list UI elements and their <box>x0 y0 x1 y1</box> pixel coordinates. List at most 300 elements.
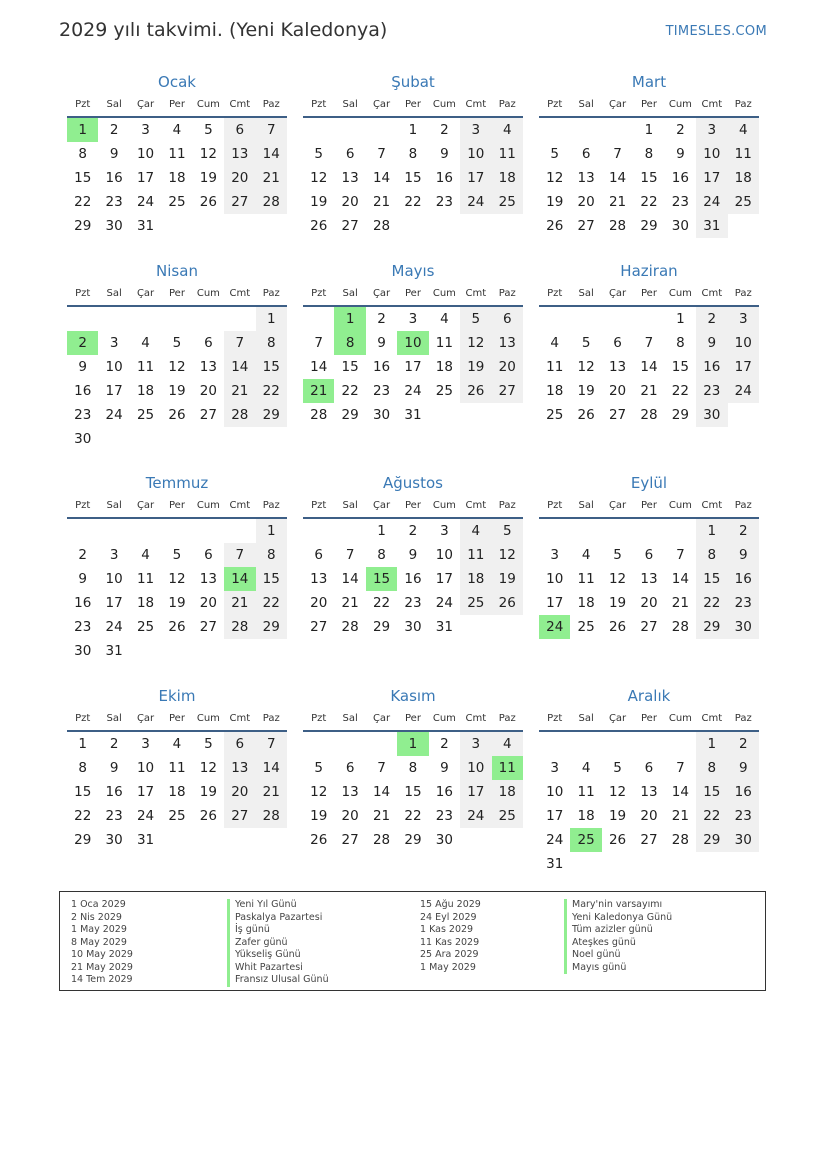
week-row <box>303 756 523 780</box>
week-row <box>303 190 523 214</box>
day-cell: 27 <box>608 407 627 423</box>
weekday-label: Per <box>405 287 421 299</box>
day-cell: 11 <box>577 571 595 587</box>
weekday-label: Paz <box>262 499 280 511</box>
day-cell: 12 <box>310 170 328 186</box>
week-row <box>303 331 523 355</box>
empty-cell <box>539 732 570 756</box>
legend-holiday-name: Fransız Ulusal Günü <box>227 974 329 987</box>
day-cell: 8 <box>256 331 287 355</box>
day-cell: 6 <box>224 732 255 756</box>
week-row <box>303 591 523 615</box>
day-cell: 15 <box>256 355 287 379</box>
day-cell: 9 <box>676 146 685 162</box>
day-cell: 30 <box>404 619 422 635</box>
day-cell: 7 <box>676 760 685 776</box>
weekday-label: Pzt <box>75 712 91 724</box>
legend-date: 21 May 2029 <box>71 961 133 973</box>
empty-cell <box>334 732 365 756</box>
week-row <box>67 780 287 804</box>
month-name: Mart <box>631 73 667 91</box>
holiday-day: 15 <box>366 567 397 591</box>
day-cell: 29 <box>341 407 359 423</box>
day-cell: 24 <box>105 619 123 635</box>
day-cell: 31 <box>136 832 155 848</box>
legend-date: 14 Tem 2029 <box>71 974 133 985</box>
weekday-label: Paz <box>734 499 752 511</box>
day-cell: 23 <box>435 808 453 824</box>
day-cell: 5 <box>581 335 591 351</box>
empty-cell <box>130 427 161 451</box>
day-cell: 21 <box>224 591 255 615</box>
holiday-day: 1 <box>67 118 98 142</box>
day-cell: 14 <box>256 142 287 166</box>
empty-cell <box>67 307 98 331</box>
day-cell: 5 <box>172 547 182 563</box>
day-cell: 25 <box>728 190 759 214</box>
weekday-label: Çar <box>136 287 155 299</box>
empty-cell <box>161 828 192 852</box>
day-cell: 24 <box>696 190 727 214</box>
day-cell: 13 <box>492 331 523 355</box>
day-cell: 8 <box>78 760 87 776</box>
day-cell: 18 <box>136 383 155 399</box>
weekday-label: Sal <box>342 98 358 110</box>
day-cell: 31 <box>546 856 564 872</box>
weekday-label: Pzt <box>311 98 327 110</box>
day-cell: 29 <box>74 218 92 234</box>
day-cell: 30 <box>105 218 123 234</box>
month-4 <box>67 261 287 451</box>
day-cell: 18 <box>492 780 523 804</box>
weekday-label: Cum <box>432 499 456 511</box>
empty-cell <box>429 403 460 427</box>
day-cell: 17 <box>435 571 453 587</box>
weekday-label: Paz <box>498 499 516 511</box>
day-cell: 31 <box>435 619 453 635</box>
legend-date: 15 Ağu 2029 <box>420 899 481 910</box>
page-title: 2029 yılı takvimi. (Yeni Kaledonya) <box>59 19 388 41</box>
day-cell: 30 <box>105 832 123 848</box>
weekday-label: Paz <box>498 287 516 299</box>
day-cell: 24 <box>105 407 123 423</box>
day-cell: 7 <box>377 146 386 162</box>
day-cell: 16 <box>671 170 689 186</box>
empty-cell <box>161 307 192 331</box>
empty-cell <box>161 427 192 451</box>
day-cell: 21 <box>224 379 255 403</box>
day-cell: 26 <box>492 591 523 615</box>
day-cell: 14 <box>608 170 627 186</box>
weekday-label: Cum <box>668 499 692 511</box>
week-row <box>303 732 523 756</box>
day-cell: 14 <box>224 355 255 379</box>
day-cell: 27 <box>224 804 255 828</box>
day-cell: 29 <box>404 832 422 848</box>
day-cell: 22 <box>696 804 727 828</box>
weekday-header <box>67 92 287 118</box>
day-cell: 17 <box>728 355 759 379</box>
week-row <box>303 307 523 331</box>
weekday-label: Sal <box>342 287 358 299</box>
day-cell: 19 <box>460 355 491 379</box>
empty-cell <box>161 519 192 543</box>
day-cell: 27 <box>341 832 359 848</box>
day-cell: 30 <box>435 832 453 848</box>
day-cell: 16 <box>74 595 92 611</box>
day-cell: 9 <box>109 146 119 162</box>
empty-cell <box>130 519 161 543</box>
day-cell: 3 <box>460 118 491 142</box>
legend-holiday-name: Mary'nin varsayımı <box>564 899 672 912</box>
weekday-label: Cmt <box>229 98 251 110</box>
day-cell: 14 <box>310 359 328 375</box>
empty-cell <box>633 732 664 756</box>
day-cell: 12 <box>310 784 328 800</box>
day-cell: 31 <box>105 643 123 659</box>
empty-cell <box>633 519 664 543</box>
day-cell: 9 <box>440 760 449 776</box>
legend-names-1 <box>227 899 329 987</box>
weekday-label: Sal <box>578 287 594 299</box>
day-cell: 5 <box>613 547 622 563</box>
empty-cell <box>67 519 98 543</box>
day-cell: 16 <box>696 355 727 379</box>
day-cell: 28 <box>341 619 359 635</box>
weekday-label: Sal <box>106 287 122 299</box>
day-cell: 8 <box>696 756 727 780</box>
day-cell: 30 <box>671 218 689 234</box>
weekday-label: Çar <box>136 712 155 724</box>
month-10 <box>67 686 287 852</box>
holiday-day: 11 <box>492 756 523 780</box>
day-cell: 8 <box>644 146 654 162</box>
weekday-header <box>303 281 523 307</box>
day-cell: 20 <box>224 780 255 804</box>
day-cell: 22 <box>256 379 287 403</box>
day-cell: 4 <box>440 311 449 327</box>
week-row <box>303 519 523 543</box>
day-cell: 12 <box>199 760 217 776</box>
weekday-label: Cum <box>668 712 692 724</box>
legend-holiday-name: Mayıs günü <box>564 962 672 975</box>
day-cell: 26 <box>577 407 595 423</box>
day-cell: 8 <box>377 547 386 563</box>
week-row <box>539 166 759 190</box>
day-cell: 26 <box>199 194 217 210</box>
weekday-label: Cum <box>432 712 456 724</box>
empty-cell <box>224 307 255 331</box>
day-cell: 21 <box>671 595 689 611</box>
day-cell: 16 <box>435 784 453 800</box>
empty-cell <box>193 519 224 543</box>
weekday-label: Sal <box>106 712 122 724</box>
week-row <box>303 214 523 238</box>
day-cell: 9 <box>440 146 449 162</box>
day-cell: 3 <box>550 760 559 776</box>
holiday-day: 1 <box>397 732 428 756</box>
empty-cell <box>256 828 287 852</box>
week-row <box>539 403 759 427</box>
day-cell: 1 <box>696 732 727 756</box>
day-cell: 14 <box>256 756 287 780</box>
empty-cell <box>193 214 224 238</box>
day-cell: 13 <box>608 359 627 375</box>
empty-cell <box>539 307 570 331</box>
day-cell: 26 <box>608 619 627 635</box>
day-cell: 2 <box>696 307 727 331</box>
month-3 <box>539 72 759 238</box>
day-cell: 12 <box>608 571 627 587</box>
legend-holiday-name: Yeni Yıl Günü <box>227 899 329 912</box>
legend-date: 25 Ara 2029 <box>420 949 479 960</box>
empty-cell <box>570 118 601 142</box>
day-cell: 24 <box>136 808 155 824</box>
empty-cell <box>303 118 334 142</box>
day-cell: 9 <box>728 756 759 780</box>
day-cell: 2 <box>728 519 759 543</box>
week-row <box>67 331 287 355</box>
day-cell: 6 <box>204 547 213 563</box>
day-cell: 18 <box>728 166 759 190</box>
empty-cell <box>334 519 365 543</box>
day-cell: 9 <box>109 760 119 776</box>
day-cell: 19 <box>199 784 217 800</box>
day-cell: 9 <box>696 331 727 355</box>
day-cell: 16 <box>404 571 422 587</box>
day-cell: 31 <box>136 218 155 234</box>
weekday-label: Sal <box>342 499 358 511</box>
day-cell: 16 <box>105 170 123 186</box>
month-name: Şubat <box>391 73 435 91</box>
day-cell: 22 <box>256 591 287 615</box>
weekday-label: Sal <box>342 712 358 724</box>
day-cell: 3 <box>109 547 119 563</box>
weekday-label: Cmt <box>229 287 251 299</box>
day-cell: 8 <box>78 146 87 162</box>
weekday-label: Pzt <box>75 98 91 110</box>
week-row <box>303 615 523 639</box>
weekday-label: Cum <box>668 287 692 299</box>
day-cell: 27 <box>199 619 217 635</box>
empty-cell <box>224 214 255 238</box>
weekday-label: Çar <box>372 499 391 511</box>
weekday-label: Cmt <box>701 712 723 724</box>
day-cell: 20 <box>577 194 595 210</box>
day-cell: 24 <box>546 832 564 848</box>
month-name: Haziran <box>620 262 678 280</box>
day-cell: 30 <box>728 828 759 852</box>
weekday-header <box>539 493 759 519</box>
month-name: Aralık <box>627 687 671 705</box>
day-cell: 25 <box>492 804 523 828</box>
empty-cell <box>539 118 570 142</box>
empty-cell <box>728 214 759 238</box>
empty-cell <box>98 307 129 331</box>
day-cell: 4 <box>550 335 559 351</box>
day-cell: 11 <box>168 146 186 162</box>
day-cell: 6 <box>644 547 654 563</box>
day-cell: 29 <box>696 828 727 852</box>
day-cell: 26 <box>310 832 328 848</box>
day-cell: 22 <box>640 194 658 210</box>
day-cell: 23 <box>728 591 759 615</box>
weekday-label: Çar <box>608 287 627 299</box>
week-row <box>67 118 287 142</box>
weekday-label: Per <box>405 98 421 110</box>
empty-cell <box>193 828 224 852</box>
day-cell: 17 <box>546 808 564 824</box>
day-cell: 29 <box>256 615 287 639</box>
day-cell: 6 <box>345 146 355 162</box>
week-row <box>539 190 759 214</box>
day-cell: 24 <box>435 595 453 611</box>
day-cell: 11 <box>136 359 155 375</box>
day-cell: 19 <box>310 808 328 824</box>
day-cell: 14 <box>372 170 391 186</box>
day-cell: 4 <box>141 335 150 351</box>
day-cell: 6 <box>204 335 213 351</box>
day-cell: 14 <box>372 784 391 800</box>
day-cell: 2 <box>676 122 685 138</box>
empty-cell <box>570 852 601 876</box>
weekday-label: Cum <box>196 499 220 511</box>
day-cell: 28 <box>640 407 658 423</box>
legend-names-2 <box>564 899 672 974</box>
day-cell: 22 <box>74 194 92 210</box>
weekday-label: Çar <box>608 712 627 724</box>
weekday-label: Pzt <box>547 98 563 110</box>
week-row <box>67 804 287 828</box>
empty-cell <box>193 639 224 663</box>
empty-cell <box>665 519 696 543</box>
day-cell: 26 <box>168 407 186 423</box>
legend-date: 1 Oca 2029 <box>71 899 126 910</box>
week-row <box>67 732 287 756</box>
empty-cell <box>696 852 727 876</box>
day-cell: 8 <box>408 146 418 162</box>
day-cell: 11 <box>168 760 186 776</box>
month-name: Eylül <box>630 474 668 492</box>
day-cell: 24 <box>136 194 155 210</box>
day-cell: 4 <box>728 118 759 142</box>
empty-cell <box>602 118 633 142</box>
day-cell: 10 <box>435 547 453 563</box>
day-cell: 12 <box>168 359 186 375</box>
week-row <box>539 118 759 142</box>
week-row <box>539 804 759 828</box>
week-row <box>303 355 523 379</box>
day-cell: 7 <box>644 335 654 351</box>
day-cell: 28 <box>372 218 391 234</box>
day-cell: 17 <box>136 170 155 186</box>
legend-date: 24 Eyl 2029 <box>420 911 477 923</box>
day-cell: 9 <box>408 547 418 563</box>
day-cell: 19 <box>492 567 523 591</box>
empty-cell <box>366 118 397 142</box>
holiday-day: 14 <box>224 567 255 591</box>
day-cell: 11 <box>492 142 523 166</box>
weekday-label: Paz <box>498 98 516 110</box>
week-row <box>539 519 759 543</box>
week-row <box>303 403 523 427</box>
day-cell: 20 <box>224 166 255 190</box>
weekday-label: Cmt <box>229 499 251 511</box>
empty-cell <box>633 852 664 876</box>
weekday-label: Çar <box>372 712 391 724</box>
day-cell: 11 <box>460 543 491 567</box>
day-cell: 15 <box>640 170 658 186</box>
site-link[interactable]: TIMESLES.COM <box>665 24 767 39</box>
weekday-label: Per <box>641 499 657 511</box>
day-cell: 22 <box>74 808 92 824</box>
week-row <box>303 166 523 190</box>
day-cell: 18 <box>435 359 453 375</box>
day-cell: 10 <box>136 760 155 776</box>
day-cell: 21 <box>341 595 359 611</box>
day-cell: 4 <box>172 122 182 138</box>
empty-cell <box>665 732 696 756</box>
weekday-label: Pzt <box>311 499 327 511</box>
day-cell: 11 <box>577 784 595 800</box>
day-cell: 14 <box>671 571 689 587</box>
empty-cell <box>303 519 334 543</box>
day-cell: 13 <box>640 571 658 587</box>
day-cell: 9 <box>377 335 386 351</box>
day-cell: 4 <box>581 760 591 776</box>
holiday-day: 10 <box>397 331 428 355</box>
weekday-label: Cum <box>432 98 456 110</box>
day-cell: 29 <box>256 403 287 427</box>
day-cell: 18 <box>168 170 186 186</box>
day-cell: 29 <box>74 832 92 848</box>
day-cell: 3 <box>460 732 491 756</box>
day-cell: 3 <box>109 335 119 351</box>
weekday-header <box>303 706 523 732</box>
weekday-header <box>539 92 759 118</box>
weekday-label: Cum <box>196 712 220 724</box>
day-cell: 7 <box>345 547 355 563</box>
weekday-header <box>67 706 287 732</box>
empty-cell <box>224 828 255 852</box>
empty-cell <box>539 519 570 543</box>
day-cell: 3 <box>728 307 759 331</box>
day-cell: 23 <box>74 619 92 635</box>
day-cell: 15 <box>696 567 727 591</box>
week-row <box>67 355 287 379</box>
day-cell: 29 <box>372 619 391 635</box>
day-cell: 10 <box>136 146 155 162</box>
empty-cell <box>193 307 224 331</box>
weekday-label: Çar <box>136 499 155 511</box>
day-cell: 18 <box>577 808 595 824</box>
day-cell: 1 <box>256 307 287 331</box>
day-cell: 7 <box>224 331 255 355</box>
day-cell: 16 <box>372 359 391 375</box>
legend-date: 1 May 2029 <box>420 961 476 973</box>
week-row <box>303 804 523 828</box>
month-7 <box>67 473 287 663</box>
empty-cell <box>98 519 129 543</box>
day-cell: 19 <box>546 194 564 210</box>
day-cell: 16 <box>728 567 759 591</box>
day-cell: 13 <box>224 756 255 780</box>
week-row <box>67 403 287 427</box>
day-cell: 25 <box>460 591 491 615</box>
month-name: Ocak <box>158 73 196 91</box>
day-cell: 23 <box>696 379 727 403</box>
day-cell: 25 <box>546 407 564 423</box>
